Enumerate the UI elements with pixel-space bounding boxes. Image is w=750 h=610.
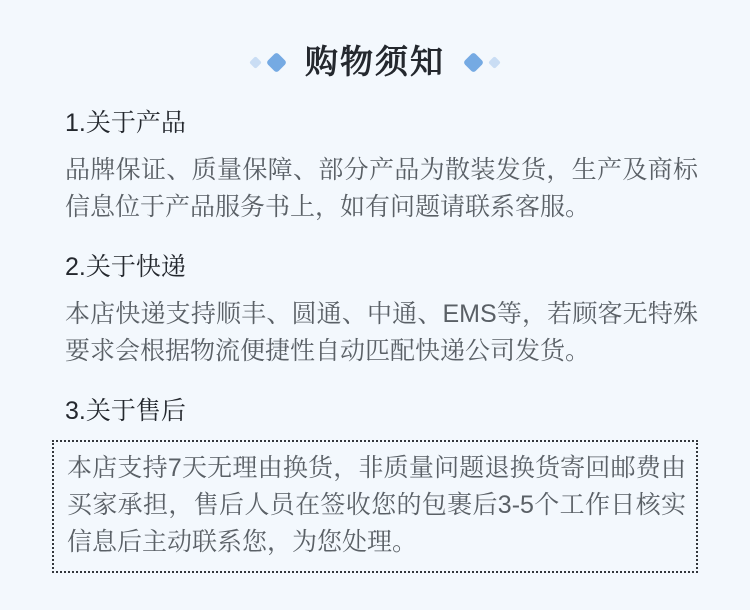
notice-content [52,108,698,573]
page-title: 购物须知 [305,43,445,80]
diamond-small-right-icon [488,56,501,69]
section-aftersales-body: 本店支持7天无理由换货，非质量问题退换货寄回邮费由买家承担，售后人员在签收您的包裹后3-5个工作日核实信息后主动联系您，为您处理。 [67,454,686,556]
page-title-row [0,0,750,82]
diamond-large-left-icon [266,51,287,72]
diamond-large-right-icon [463,51,484,72]
section-shipping-heading: 2.关于快递 [65,253,186,281]
section-shipping [52,252,698,370]
section-aftersales-heading: 3.关于售后 [65,397,186,425]
section-product-heading: 1.关于产品 [65,109,186,137]
section-shipping-body: 本店快递支持顺丰、圆通、中通、EMS等，若顾客无特殊要求会根据物流便捷性自动匹配快递公司发货。 [65,300,698,365]
section-product [52,108,698,226]
section-product-body: 品牌保证、质量保障、部分产品为散装发货，生产及商标信息位于产品服务书上，如有问题请联系客服。 [65,156,698,221]
aftersales-dashed-box [52,440,698,573]
diamond-small-left-icon [249,56,262,69]
section-aftersales [52,396,698,573]
